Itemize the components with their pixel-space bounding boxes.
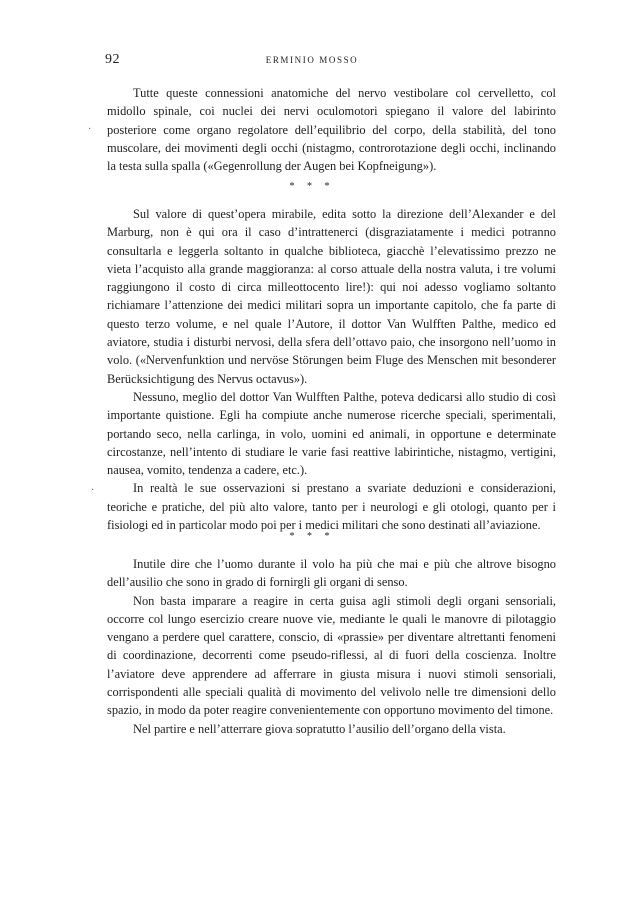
page-number: 92 [105,52,120,67]
margin-mark: · [88,124,92,135]
paragraph: Sul valore di quest’opera mirabile, edita sotto la direzione dell’Alexander e del Marburg, non è qui ora il caso d’intrattenerci (disgraziatamente i medici potranno consultarla e leggerla soltanto in qualche biblioteca, giacchè l’elevatissimo prezzo ne vieta l’acquisto alla grande maggioranza: al corso attuale della nostra valuta, i tre volumi raggiungono il costo di circa milleottocento lire!): qui noi adesso vogliamo soltanto richiamare l’attenzione dei medici militari sopra un importante capitolo, che fa parte di questo terzo volume, e nel quale l’Autore, il dottor Van Wulfften Palthe, medico ed aviatore, studia i disturbi nervosi, della sfera dell’ottavo paio, che insorgono nell’uomo in volo. («Nervenfunktion und nervöse Störungen beim Fluge des Menschen mit besonderer Berücksichtigung des Nervus octavus»). [107,207,556,386]
paragraph: Nel partire e nell’atterrare giova sopratutto l’ausilio dell’organo della vista. [133,721,506,736]
running-head: ERMINIO MOSSO [265,55,359,65]
text-section-2 [107,205,556,534]
paragraph: In realtà le sue osservazioni si prestano a svariate deduzioni e considerazioni, teoriche e pratiche, del più alto valore, tanto per i neurologi e gli otologi, quanto per i fisiologi ed in particolar modo poi per i medici militari che sono destinati all’aviazione. [107,481,556,533]
section-separator: * * * [289,531,335,542]
paragraph: Tutte queste connessioni anatomiche del nervo vestibolare col cervelletto, col midollo spinale, coi nuclei dei nervi oculomotori spiegano il valore del labirinto posteriore come organo regolatore dell’equilibrio del corpo, della stabilità, del tono muscolare, dei movimenti degli occhi (nistagmo, controrotazione degli occhi, inclinando la testa sulla spalla («Gegenrollung der Augen bei Kopfneigung»). [107,86,556,174]
paragraph: Inutile dire che l’uomo durante il volo ha più che mai e più che altrove bisogno dell’ausilio che sono in grado di fornirgli gli organi di senso. [107,557,556,590]
text-section-1 [107,84,556,175]
margin-mark: · [91,485,95,496]
paragraph: Non basta imparare a reagire in certa guisa agli stimoli degli organi sensoriali, occorre col lungo esercizio creare nuove vie, mediante le quali le manovre di pilotaggio vengano a perdere quel carattere, conscio, di «prassie» per diventare altrettanti fenomeni di coordinazione, decorrenti come pseudo-riflessi, al di fuori della coscienza. Inoltre l’aviatore deve apprendere ad afferrare in giusta misura i nuovi stimoli sensoriali, corrispondenti alle speciali qualità di movimento del velivolo nelle tre dimensioni dello spazio, in modo da poter reagire convenientemente con opportuno movimento del timone. [107,593,556,718]
text-section-3 [107,555,556,738]
paragraph: Nessuno, meglio del dottor Van Wulfften Palthe, poteva dedicarsi allo studio di così importante quistione. Egli ha compiute anche numerose ricerche speciali, sperimentali, portando seco, nella carlinga, in volo, uomini ed animali, in opportune e determinate circostanze, nell’intento di studiare le varie fasi reattive labirintiche, nistagmo, vertigini, nausea, vomito, tendenza a cadere, etc.). [107,389,556,478]
section-separator: * * * [289,181,335,192]
